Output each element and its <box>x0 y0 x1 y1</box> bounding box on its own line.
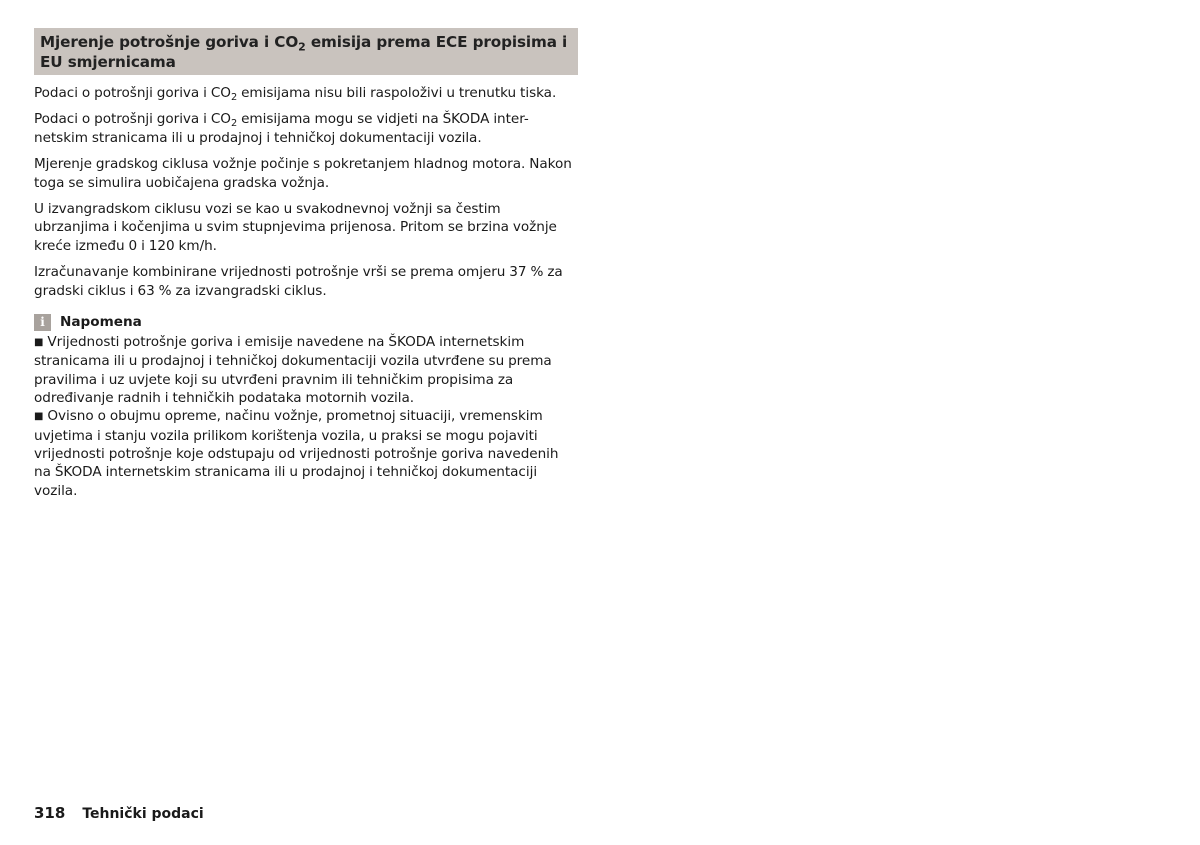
note-item-2-text: Ovisno o obujmu opreme, načinu vožnje, prometnoj situaciji, vremenskim uvjetima i stanju vozila prilikom korištenja vozila, u praksi se mogu pojaviti vrijednosti potrošnje koje odstupaju od vrijednosti potrošnje goriva navedenih na ŠKODA internetskim stranicama ili u prodajnoj i tehničkoj dokumentaciji vozila. <box>34 408 559 499</box>
body-paragraphs <box>34 84 578 300</box>
bullet-icon: ■ <box>34 337 44 349</box>
heading-text-part2: emisija prema ECE propisima i EU smjernicama <box>40 33 568 71</box>
heading-text-part1: Mjerenje potrošnje goriva i CO <box>40 33 299 51</box>
paragraph-2-subscript: 2 <box>230 118 238 130</box>
paragraph-1-before: Podaci o potrošnji goriva i CO <box>34 85 231 101</box>
footer-section-name: Tehnički podaci <box>82 806 204 822</box>
paragraph-5: Izračunavanje kombinirane vrijednosti potrošnje vrši se prema omjeru 37 % za gradski ciklus i 63 % za izvangradski ciklus. <box>34 264 563 299</box>
page-footer <box>34 804 204 822</box>
note-item-2 <box>34 407 578 499</box>
paragraph-2-after: emisijama mogu se vidjeti na ŠKODA inter-netskim stranicama ili u prodajnoj i tehničkoj dokumentaciji vozila. <box>34 111 529 146</box>
paragraph-1-after: emisijama nisu bili raspoloživi u trenutku tiska. <box>237 85 557 101</box>
note-box <box>34 313 578 500</box>
paragraph-2 <box>34 110 578 147</box>
page-number: 318 <box>34 804 66 822</box>
bullet-icon: ■ <box>34 411 44 423</box>
note-header <box>34 313 578 332</box>
note-item-1 <box>34 333 578 407</box>
content-column <box>34 28 578 500</box>
paragraph-3: Mjerenje gradskog ciklusa vožnje počinje s pokretanjem hladnog motora. Nakon toga se simulira uobičajena gradska vožnja. <box>34 156 572 191</box>
paragraph-1 <box>34 84 578 103</box>
note-title: Napomena <box>60 314 142 331</box>
paragraph-4: U izvangradskom ciklusu vozi se kao u svakodnevnoj vožnji sa čestim ubrzanjima i kočenjima u svim stupnjevima prijenosa. Pritom se brzina vožnje kreće između 0 i 120 km/h. <box>34 200 557 254</box>
paragraph-2-before: Podaci o potrošnji goriva i CO <box>34 111 231 128</box>
info-icon: i <box>34 314 51 331</box>
heading-subscript: 2 <box>298 40 306 54</box>
note-item-1-text: Vrijednosti potrošnje goriva i emisije navedene na ŠKODA internetskim stranicama ili u prodajnoj i tehničkoj dokumentaciji vozila utvrđene su prema pravilima i uz uvjete koji su utvrđeni pravnim ili tehničkim propisima za određivanje radnih i tehničkih podataka motornih vozila. <box>34 334 552 407</box>
section-heading <box>34 28 578 75</box>
paragraph-1-subscript: 2 <box>230 91 238 103</box>
